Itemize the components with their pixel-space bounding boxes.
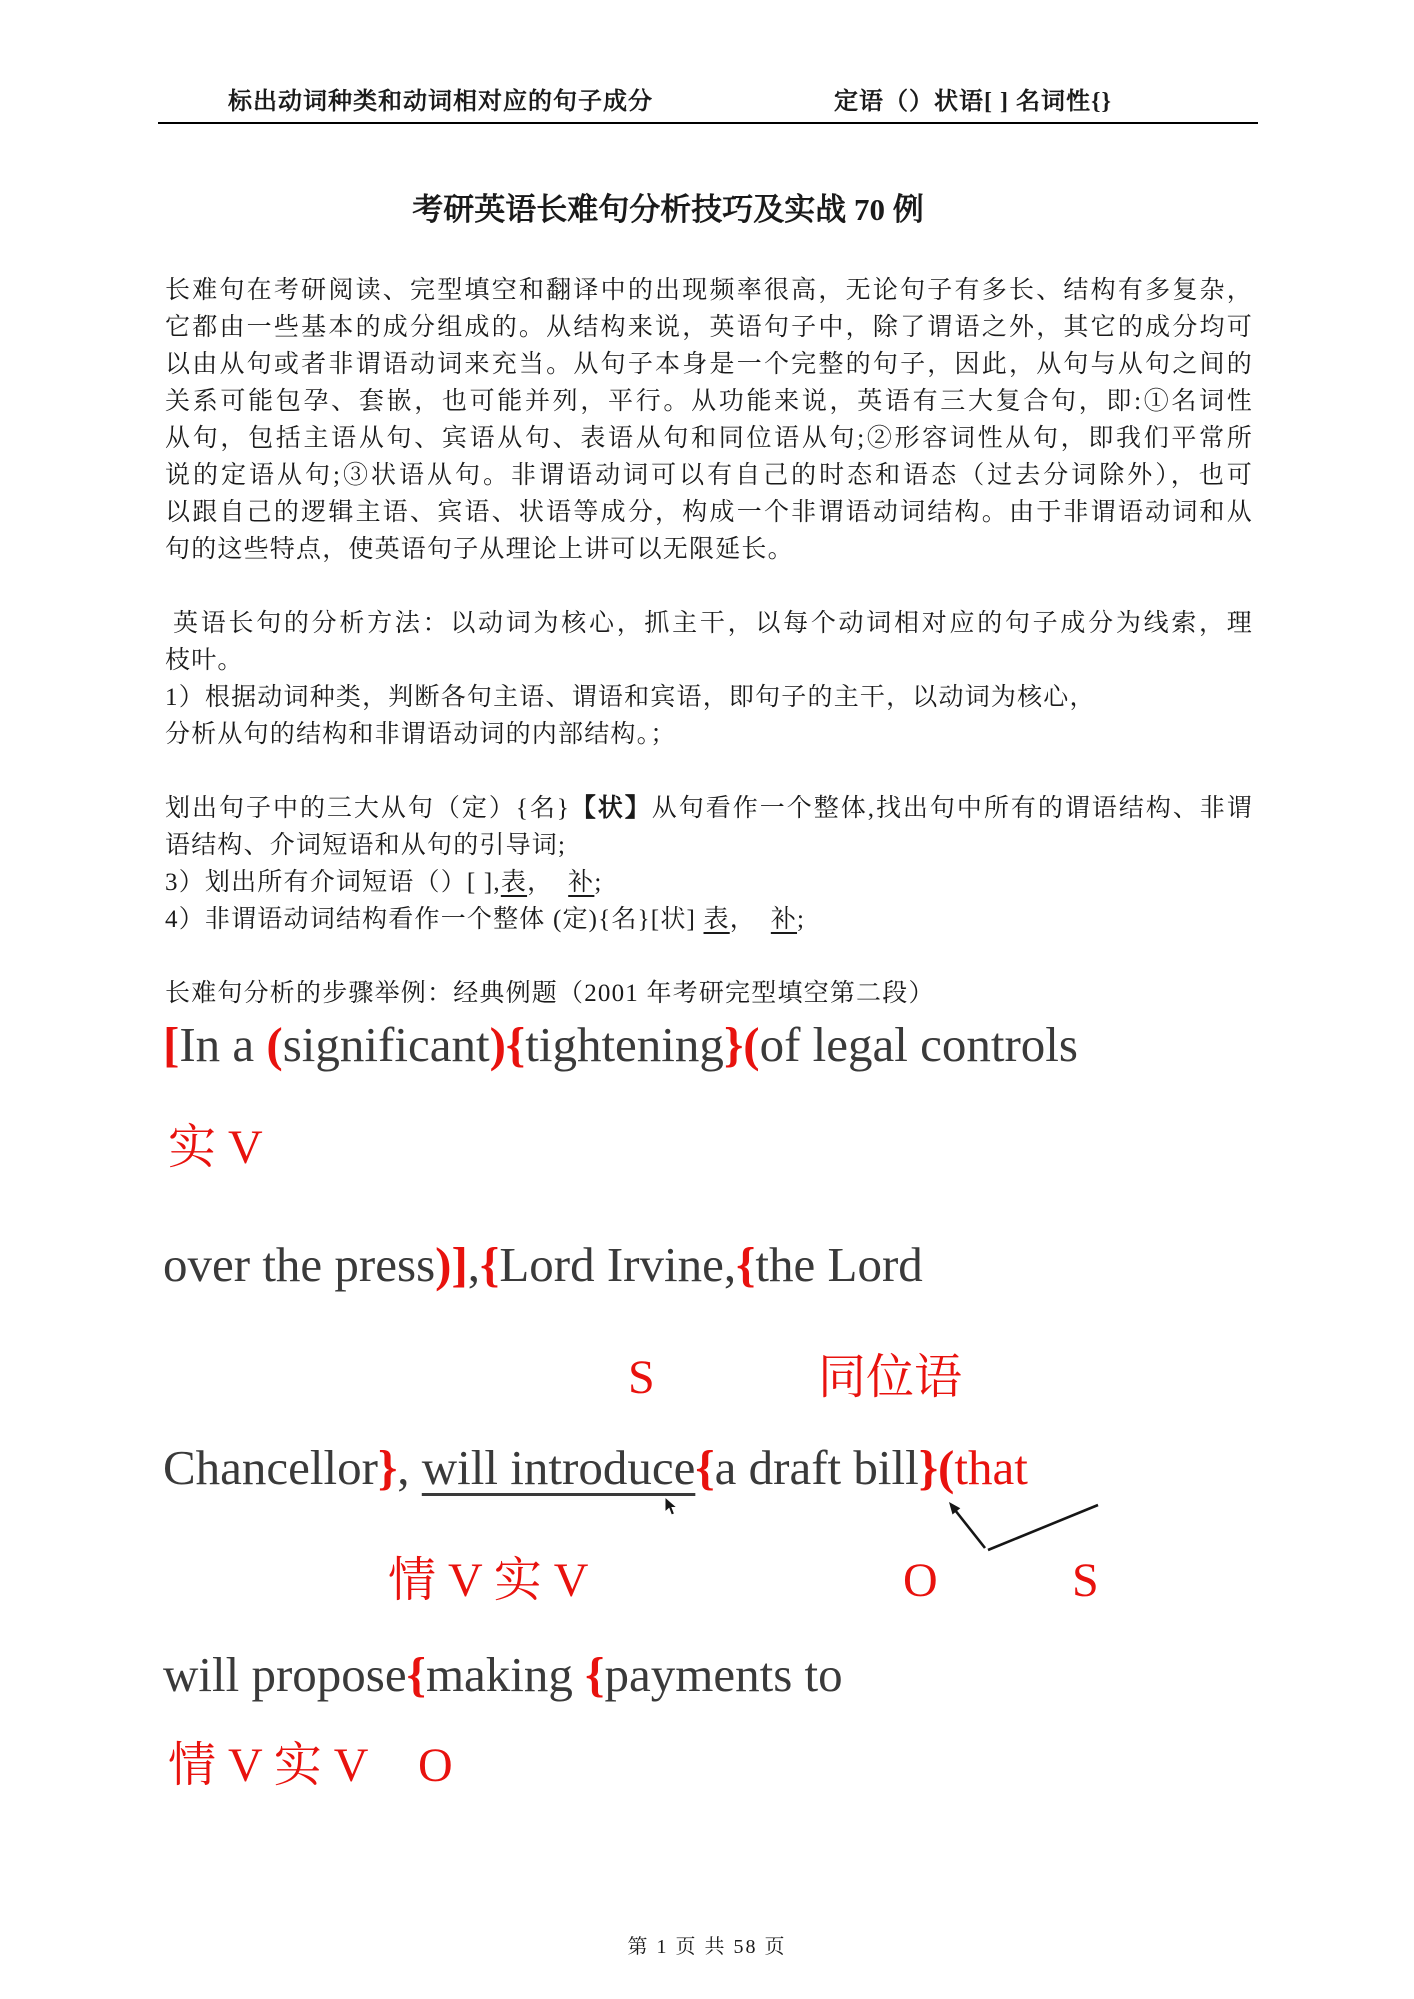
english-text: the Lord <box>755 1237 923 1292</box>
annotation-qing-v-shi-v: 情 V 实 V <box>168 1739 369 1792</box>
brace-mark: { <box>406 1647 426 1702</box>
body-text <box>165 272 1253 1012</box>
clauses-text: ; <box>797 906 806 933</box>
brace-paren-mark: }( <box>723 1017 760 1072</box>
english-text: In a <box>179 1017 267 1072</box>
english-text: tightening <box>525 1017 724 1072</box>
red-word-that: that <box>954 1440 1028 1495</box>
step1-line: 分析从句的结构和非谓语动词的内部结构。； <box>165 721 677 748</box>
intro-line: 以跟自己的逻辑主语、宾语、状语等成分，构成一个非谓语动词结构。由于非谓语动词和从 <box>165 499 1253 526</box>
english-text: Chancellor <box>163 1440 378 1495</box>
paren-brace-mark: ){ <box>489 1017 526 1072</box>
english-text: , <box>397 1440 422 1495</box>
blank-line <box>165 938 1253 975</box>
english-text: a draft bill <box>714 1440 919 1495</box>
brace-mark: { <box>480 1237 500 1292</box>
clauses-text: 从句看作一个整体,找出句中所有的谓语结构、非谓 <box>651 795 1253 822</box>
step1-line: 1）根据动词种类，判断各句主语、谓语和宾语，即句子的主干，以动词为核心， <box>165 684 1096 711</box>
blank-line <box>165 753 1253 790</box>
intro-line: 以由从句或者非谓语动词来充当。从句子本身是一个完整的句子，因此，从句与从句之间的 <box>165 351 1253 378</box>
english-text: payments to <box>604 1647 843 1702</box>
annotation-subject: S <box>1072 1554 1099 1607</box>
clauses-text: ， <box>527 869 569 896</box>
english-text: making <box>425 1647 586 1702</box>
clauses-text: 4）非谓语动词结构看作一个整体 (定){名}[状] <box>165 906 704 933</box>
brace-mark: } <box>377 1440 398 1495</box>
clauses-line: 语结构、介词短语和从句的引导词; <box>165 832 567 859</box>
example-caption: 长难句分析的步骤举例：经典例题（2001 年考研完型填空第二段） <box>165 980 935 1007</box>
english-text: significant <box>282 1017 490 1072</box>
underlined-term: 表 <box>500 869 528 896</box>
brace-mark: { <box>585 1647 605 1702</box>
english-text: will propose <box>163 1647 407 1702</box>
english-line-4 <box>163 1645 843 1705</box>
annotation-qing-v-shi-v: 情 V 实 V <box>388 1554 589 1607</box>
mouse-cursor-icon <box>664 1496 680 1518</box>
annotation-shi-v: 实 V <box>168 1121 263 1174</box>
underlined-term: 补 <box>770 906 798 933</box>
clauses-text: 3）划出所有介词短语（）[ ], <box>165 869 501 896</box>
blank-line <box>165 568 1253 605</box>
annotation-apposition: 同位语 <box>818 1351 963 1404</box>
clauses-text: ; <box>594 869 603 896</box>
brace-mark: { <box>695 1440 715 1495</box>
brace-mark: { <box>736 1237 756 1292</box>
annotation-subject: S <box>628 1351 655 1404</box>
underlined-term: 表 <box>703 906 730 933</box>
clauses-line <box>165 864 1253 901</box>
intro-line: 从句，包括主语从句、宾语从句、表语从句和同位语从句;②形容词性从句，即我们平常所 <box>165 425 1253 452</box>
english-line-2 <box>163 1235 923 1295</box>
brace-paren-mark: }( <box>918 1440 955 1495</box>
english-text: over the press <box>163 1237 436 1292</box>
underlined-verb-phrase: will introduce <box>421 1440 696 1495</box>
english-text: Lord Irvine, <box>499 1237 737 1292</box>
method-line: 枝叶。 <box>165 647 244 674</box>
intro-line: 关系可能包孕、套嵌，也可能并列，平行。从功能来说，英语有三大复合句，即:①名词性 <box>165 388 1253 415</box>
header-right-legend: 定语（）状语[ ] 名词性{} <box>834 89 1112 115</box>
underlined-term: 补 <box>568 869 595 896</box>
page-header <box>158 72 1258 124</box>
clauses-line <box>165 901 1253 938</box>
intro-line: 它都由一些基本的成分组成的。从结构来说，英语句子中，除了谓语之外，其它的成分均可 <box>165 314 1253 341</box>
arrow-annotation <box>935 1492 1110 1554</box>
clauses-line <box>165 790 1253 827</box>
paren-mark: ( <box>266 1017 283 1072</box>
intro-line: 说的定语从句;③状语从句。非谓语动词可以有自己的时态和语态（过去分词除外），也可 <box>165 462 1253 489</box>
clauses-text: ， <box>729 906 771 933</box>
paren-bracket-mark: )] <box>435 1237 468 1292</box>
annotation-object: O <box>418 1739 453 1792</box>
document-title: 考研英语长难句分析技巧及实战 70 例 <box>412 192 924 227</box>
method-line: 英语长句的分析方法：以动词为核心，抓主干，以每个动词相对应的句子成分为线索，理 <box>173 610 1253 637</box>
english-text: , <box>467 1237 481 1292</box>
intro-line: 句的这些特点，使英语句子从理论上讲可以无限延长。 <box>165 536 794 563</box>
annotation-object: O <box>903 1554 938 1607</box>
clauses-bold-text: 【状】 <box>570 795 652 822</box>
page-number-footer: 第 1 页 共 58 页 <box>627 1936 787 1958</box>
english-text: of legal controls <box>759 1017 1078 1072</box>
english-line-3 <box>163 1438 1028 1498</box>
clauses-text: 划出句子中的三大从句（定）{名} <box>165 795 571 822</box>
header-left-text: 标出动词种类和动词相对应的句子成分 <box>228 89 653 115</box>
intro-line: 长难句在考研阅读、完型填空和翻译中的出现频率很高，无论句子有多长、结构有多复杂， <box>165 277 1253 304</box>
bracket-mark: [ <box>163 1017 180 1072</box>
english-line-1 <box>163 1015 1078 1075</box>
